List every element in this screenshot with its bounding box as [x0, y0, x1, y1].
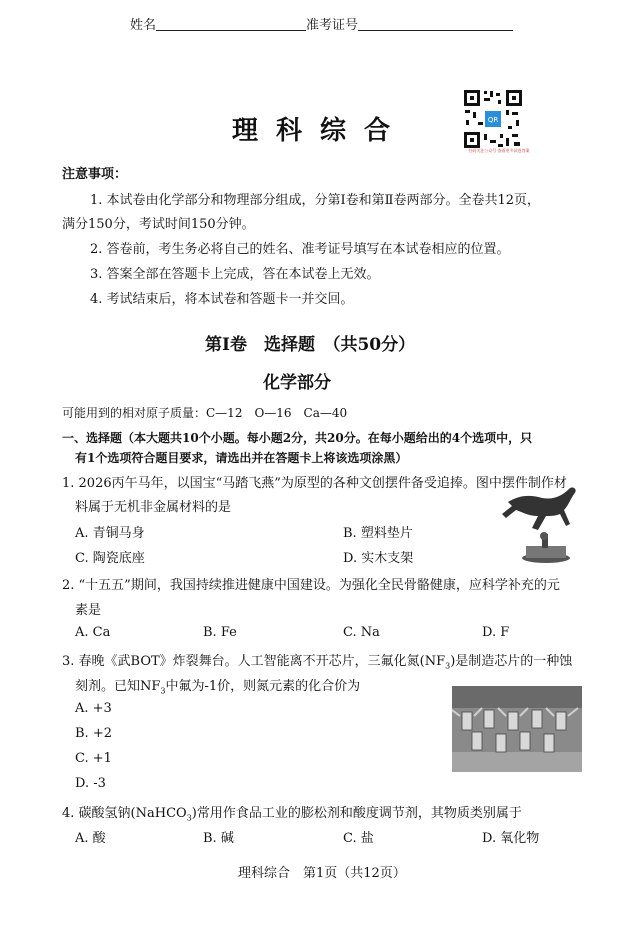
question-2-text: 素是 — [75, 603, 102, 618]
notice-item: 4. 考试结束后，将本试卷和答题卡一并交回。 — [90, 292, 354, 307]
question-1-option-c[interactable]: C. 陶瓷底座 — [75, 551, 145, 566]
question-2-option-c[interactable]: C. Na — [343, 625, 380, 640]
bronze-horse-figure — [498, 480, 588, 564]
question-1-text: 料属于无机非金属材料的是 — [75, 500, 232, 515]
question-1-option-b[interactable]: B. 塑料垫片 — [343, 526, 413, 541]
question-1-option-a[interactable]: A. 青铜马身 — [75, 526, 145, 541]
page-title: 理科综合 — [232, 116, 409, 146]
header-fields — [130, 14, 513, 33]
notice-heading: 注意事项： — [62, 167, 128, 182]
question-4-option-a[interactable]: A. 酸 — [75, 831, 106, 846]
question-3-option-a[interactable]: A. +3 — [75, 701, 112, 716]
question-2-option-b[interactable]: B. Fe — [203, 625, 237, 640]
notice-item: 2. 答卷前，考生务必将自己的姓名、准考证号填写在本试卷相应的位置。 — [90, 242, 510, 257]
question-3-option-d[interactable]: D. -3 — [75, 776, 106, 791]
notice-item: 1. 本试卷由化学部分和物理部分组成，分第Ⅰ卷和第Ⅱ卷两部分。全卷共12页， — [90, 193, 541, 208]
name-blank — [156, 16, 306, 31]
notice-item: 满分150分，考试时间150分钟。 — [62, 217, 255, 232]
question-2-option-a[interactable]: A. Ca — [75, 625, 111, 640]
question-3-option-c[interactable]: C. +1 — [75, 751, 112, 766]
question-1-option-d[interactable]: D. 实木支架 — [343, 551, 414, 566]
svg-text:QR: QR — [487, 116, 499, 124]
qr-code — [462, 88, 524, 150]
qr-caption: 扫码关注公众号 查看更多试卷答案 — [468, 148, 530, 153]
part-title: 化学部分 — [263, 373, 331, 393]
atomic-masses: 可能用到的相对原子质量：C—12 O—16 Ca—40 — [62, 406, 348, 420]
question-3-text: 刻剂。已知$NF_3$中氟为-1价，则氮元素的化合价为 — [75, 679, 361, 696]
question-1-text: 1. 2026丙午马年，以国宝“马踏飞燕”为原型的各种文创摆件备受追捧。图中摆件制作材 — [62, 476, 567, 491]
section-title: 第Ⅰ卷 选择题 （共50分） — [205, 335, 416, 355]
id-label: 准考证号 — [306, 18, 359, 33]
id-blank — [358, 16, 513, 31]
question-4-text: 4. 碳酸氢钠(NaHCO$_3$)常用作食品工业的膨松剂和酸度调节剂，其物质类别属于 — [62, 806, 522, 823]
instructions-line: 一、选择题（本大题共10个小题。每小题2分，共20分。在每小题给出的4个选项中，只 — [62, 431, 533, 445]
question-3-text: 3. 春晚《武BOT》炸裂舞台。人工智能离不开芯片，三氟化氮$(NF_3)$是制造芯片的一种蚀 — [62, 654, 573, 671]
notice-item: 3. 答案全部在答题卡上完成，答在本试卷上无效。 — [90, 267, 380, 282]
question-4-option-d[interactable]: D. 氧化物 — [482, 831, 540, 846]
question-3-option-b[interactable]: B. +2 — [75, 726, 112, 741]
instructions-line: 有1个选项符合题目要求，请选出并在答题卡上将该选项涂黑） — [75, 451, 408, 465]
question-2-option-d[interactable]: D. F — [482, 625, 510, 640]
name-label: 姓名 — [130, 18, 157, 33]
question-4-option-b[interactable]: B. 碱 — [203, 831, 234, 846]
question-2-text: 2. “十五五”期间，我国持续推进健康中国建设。为强化全民骨骼健康，应科学补充的元 — [62, 578, 560, 593]
question-4-option-c[interactable]: C. 盐 — [343, 831, 374, 846]
page-footer: 理科综合 第1页（共12页） — [238, 866, 406, 881]
robot-dance-photo — [452, 686, 582, 772]
